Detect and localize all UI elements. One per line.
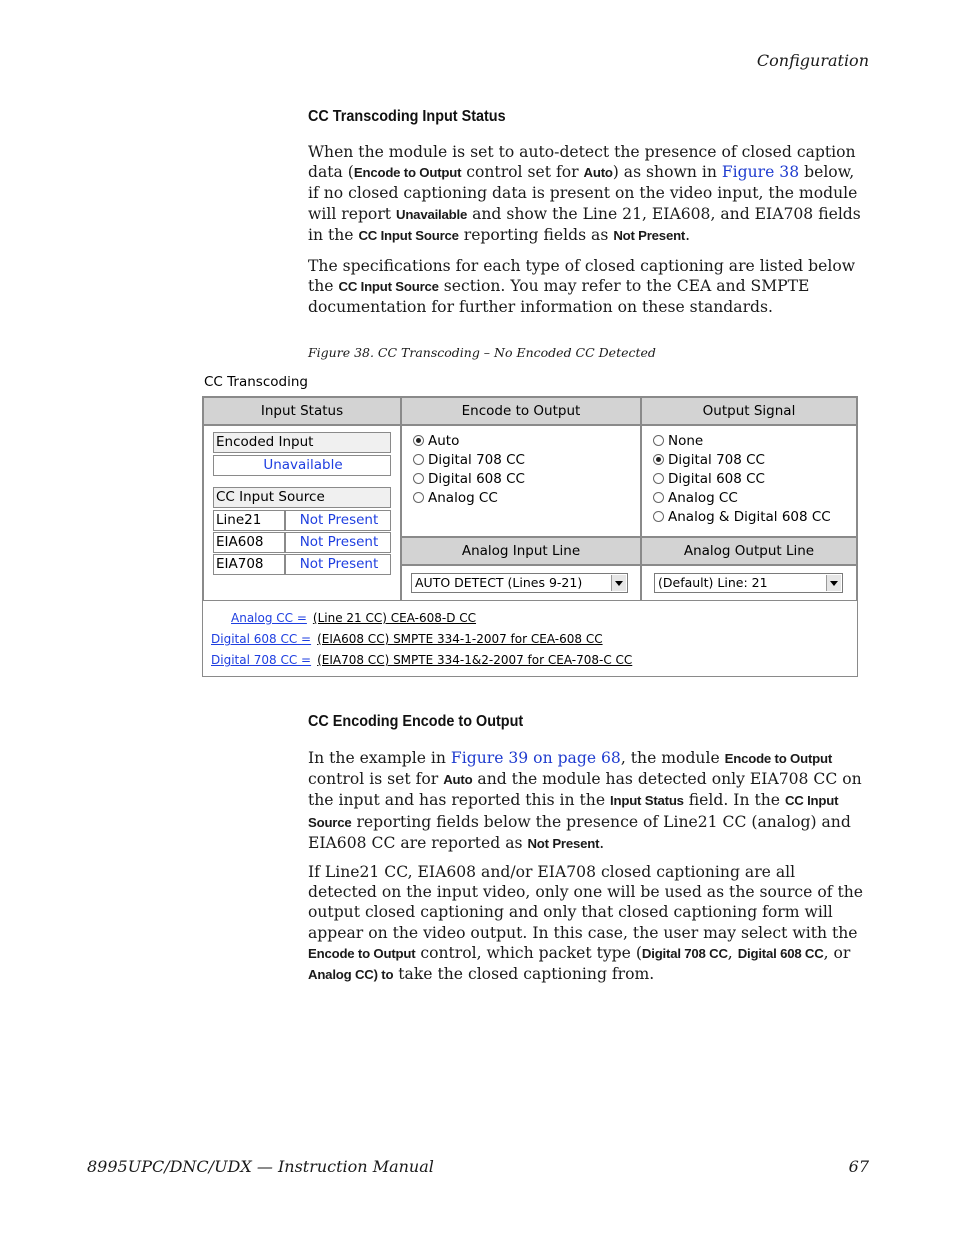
text: and show the Line 21, EIA608, and EIA708 fields in the [308, 204, 861, 244]
analog-input-line-cell [401, 565, 641, 601]
bold-term: CC Input Source [338, 279, 439, 295]
standard-analog-cc [231, 610, 476, 626]
header-encode-to-output: Encode to Output [401, 397, 641, 425]
text: In the example in [308, 749, 451, 767]
text: , [727, 943, 738, 962]
bold-term: Encode to Output [724, 751, 833, 766]
bold-term: Analog CC) to [308, 967, 394, 983]
source-name-eia708: EIA708 [213, 554, 285, 575]
output-option-analog[interactable] [653, 489, 738, 507]
bold-term: CC Input Source [308, 793, 839, 830]
footer-manual-title: 8995UPC/DNC/UDX — Instruction Manual [87, 1157, 434, 1176]
paragraph [308, 256, 868, 318]
standard-text: (EIA608 CC) SMPTE 334-1-2007 for CEA-608 CC [317, 632, 603, 646]
paragraph [308, 142, 868, 246]
text: reporting fields as [458, 225, 614, 244]
select-value: AUTO DETECT (Lines 9-21) [415, 575, 583, 590]
bold-term: Not Present [613, 227, 686, 243]
figure-link[interactable]: Figure 38 [721, 163, 800, 182]
encode-option-digital-608[interactable] [413, 470, 525, 488]
radio-icon [413, 473, 424, 484]
figure-link[interactable]: Figure 39 on page 68 [450, 749, 621, 767]
bold-term: Digital 608 CC [737, 945, 824, 961]
output-option-digital-708[interactable] [653, 451, 765, 469]
source-value-eia708: Not Present [285, 554, 391, 575]
radio-selected-icon [653, 454, 664, 465]
text: section. You may refer to the CEA and SMPTE documentation for further information on these standards. [308, 277, 810, 317]
text: control, which packet type ( [415, 943, 642, 962]
source-value-eia608: Not Present [285, 532, 391, 553]
text: The specifications for each type of closed captioning are listed below the [308, 257, 856, 296]
text: ) as shown in [612, 163, 722, 182]
standard-link[interactable]: Analog CC = [231, 611, 307, 625]
paragraph [308, 862, 868, 985]
radio-icon [413, 454, 424, 465]
standard-digital-608-cc [211, 631, 603, 647]
radio-label: Auto [428, 433, 460, 449]
bold-term: Encode to Output [308, 945, 416, 961]
dropdown-arrow-icon[interactable] [826, 575, 841, 591]
bold-term: Auto [443, 772, 473, 788]
radio-icon [653, 511, 664, 522]
standard-text: (EIA708 CC) SMPTE 334-1&2-2007 for CEA-708-C CC [317, 653, 633, 667]
source-name-line21: Line21 [213, 510, 285, 531]
input-status-cell [203, 425, 401, 601]
encode-option-auto[interactable] [413, 432, 459, 450]
radio-icon [413, 492, 424, 503]
text: take the closed captioning from. [393, 965, 655, 984]
output-option-analog-and-digital-608[interactable] [653, 508, 831, 526]
standard-link[interactable]: Digital 708 CC = [211, 653, 312, 667]
text: If Line21 CC, EIA608 and/or EIA708 closed captioning are all detected on the input video, only one will be used as the source of the output closed captioning and only that closed captioning form will appear on the video output. In this case, the user may select with the [308, 863, 864, 942]
radio-label: Digital 608 CC [428, 471, 525, 487]
text: When the module is set to auto-detect the presence of closed caption data ( [308, 143, 856, 182]
bold-term: CC Input Source [358, 227, 459, 243]
encode-to-output-cell [401, 425, 641, 537]
text: field. In the [683, 791, 785, 810]
encode-option-digital-708[interactable] [413, 451, 525, 469]
radio-icon [653, 492, 664, 503]
running-head: Configuration [756, 51, 869, 70]
footer-page-number: 67 [848, 1157, 869, 1176]
bold-term: Unavailable [396, 206, 468, 222]
bold-term: Encode to Output [353, 165, 462, 181]
cc-input-source-label: CC Input Source [213, 487, 391, 508]
figure-caption: Figure 38. CC Transcoding – No Encoded CC Detected [308, 345, 656, 360]
panel-title: CC Transcoding [204, 374, 308, 390]
section-heading: CC Encoding Encode to Output [308, 713, 524, 730]
header-analog-input-line: Analog Input Line [401, 537, 641, 565]
text: control is set for [308, 770, 444, 789]
header-analog-output-line: Analog Output Line [641, 537, 857, 565]
source-value-line21: Not Present [285, 510, 391, 531]
analog-output-line-select[interactable] [654, 573, 843, 593]
encoded-input-label: Encoded Input [213, 432, 391, 453]
encoded-input-value: Unavailable [213, 455, 391, 476]
radio-selected-icon [413, 435, 424, 446]
analog-output-line-cell [641, 565, 857, 601]
dropdown-arrow-icon[interactable] [611, 575, 626, 591]
text: and the module has detected only EIA708 CC on the input and has reported this in the [308, 770, 862, 810]
output-signal-cell [641, 425, 857, 537]
header-input-status: Input Status [203, 397, 401, 425]
standard-link[interactable]: Digital 608 CC = [211, 632, 312, 646]
paragraph [308, 748, 868, 854]
bold-term: Digital 708 CC [641, 945, 728, 961]
radio-label: Digital 608 CC [668, 471, 765, 487]
standard-text: (Line 21 CC) CEA-608-D CC [312, 611, 477, 625]
radio-icon [653, 473, 664, 484]
source-name-eia608: EIA608 [213, 532, 285, 553]
radio-label: Analog & Digital 608 CC [668, 509, 831, 525]
output-option-none[interactable] [653, 432, 703, 450]
radio-label: Digital 708 CC [668, 452, 765, 468]
encode-option-analog[interactable] [413, 489, 498, 507]
radio-label: Analog CC [668, 490, 738, 506]
output-option-digital-608[interactable] [653, 470, 765, 488]
radio-label: Analog CC [428, 490, 498, 506]
cc-transcoding-panel [202, 396, 858, 677]
text: control set for [461, 163, 584, 182]
bold-term: Not Present [527, 835, 600, 851]
standard-digital-708-cc [211, 652, 632, 668]
text: . [685, 225, 691, 244]
text: reporting fields below the presence of Line21 CC (analog) and EIA608 CC are reported as [308, 812, 851, 852]
bold-term: Input Status [610, 793, 684, 809]
text: . [599, 833, 605, 852]
text: , the module [620, 749, 725, 767]
text: , or [823, 943, 851, 962]
radio-label: None [668, 433, 704, 449]
radio-icon [653, 435, 664, 446]
header-output-signal: Output Signal [641, 397, 857, 425]
select-value: (Default) Line: 21 [658, 575, 768, 590]
section-heading: CC Transcoding Input Status [308, 108, 506, 125]
text: below, if no closed captioning data is present on the video input, the module will report [308, 163, 858, 223]
analog-input-line-select[interactable] [411, 573, 628, 593]
radio-label: Digital 708 CC [428, 452, 525, 468]
bold-term: Auto [583, 165, 613, 181]
